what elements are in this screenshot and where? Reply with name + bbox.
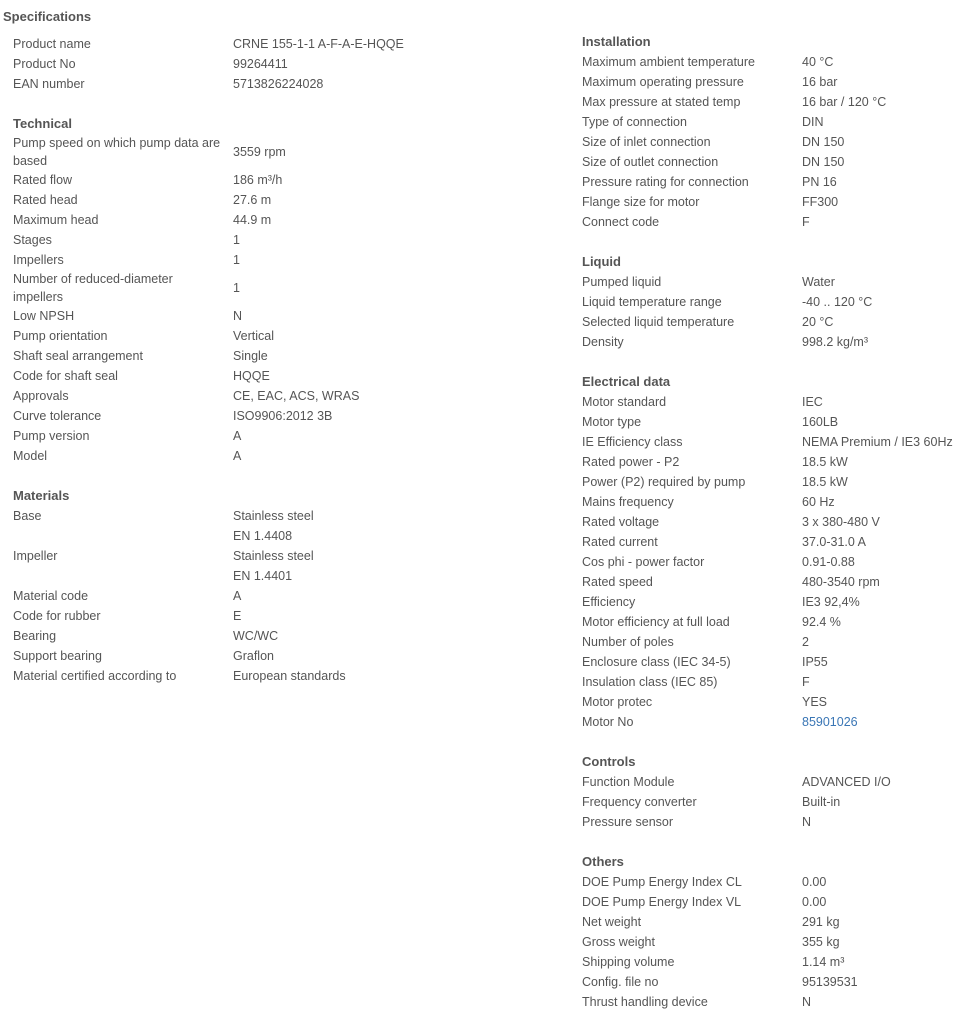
spec-label: Product No	[13, 57, 76, 71]
spec-label: Shipping volume	[582, 955, 675, 969]
spec-value: 37.0-31.0 A	[802, 535, 866, 549]
spec-value: CE, EAC, ACS, WRAS	[233, 389, 360, 403]
spec-row	[13, 426, 558, 446]
spec-row	[13, 34, 558, 54]
spec-label: Code for shaft seal	[13, 369, 118, 383]
spec-value	[233, 506, 558, 546]
spec-row	[582, 792, 966, 812]
spec-label: Motor standard	[582, 395, 667, 409]
spec-label: Motor type	[582, 415, 642, 429]
spec-value: A	[233, 589, 242, 603]
spec-value: Built-in	[802, 795, 841, 809]
spec-value: 44.9 m	[233, 213, 272, 227]
spec-value: 1.14 m³	[802, 955, 845, 969]
spec-label: Impellers	[13, 253, 64, 267]
spec-value	[802, 712, 966, 732]
spec-label: Power (P2) required by pump	[582, 475, 746, 489]
spec-value: DN 150	[802, 135, 845, 149]
spec-row	[582, 592, 966, 612]
spec-row	[13, 406, 558, 426]
spec-value-line: Stainless steel	[233, 549, 314, 563]
spec-label: Size of outlet connection	[582, 155, 719, 169]
spec-value: 3559 rpm	[233, 145, 286, 159]
spec-label-line: impellers	[13, 290, 64, 304]
spec-label: Maximum operating pressure	[582, 75, 744, 89]
spec-row	[582, 492, 966, 512]
spec-value: DN 150	[802, 155, 845, 169]
spec-row	[582, 312, 966, 332]
spec-row	[582, 292, 966, 312]
spec-label: Type of connection	[582, 115, 687, 129]
spec-label: Function Module	[582, 775, 675, 789]
spec-row	[582, 772, 966, 792]
spec-value: 1	[233, 253, 240, 267]
spec-value: 355 kg	[802, 935, 840, 949]
spec-row	[13, 346, 558, 366]
spec-value: Single	[233, 349, 268, 363]
spec-row	[13, 326, 558, 346]
page-title: Specifications	[3, 9, 92, 24]
spec-row	[582, 452, 966, 472]
spec-value: 95139531	[802, 975, 858, 989]
spec-label-line: based	[13, 154, 48, 168]
spec-row	[582, 972, 966, 992]
spec-value: YES	[802, 695, 828, 709]
spec-label: Rated power - P2	[582, 455, 680, 469]
spec-value: IEC	[802, 395, 823, 409]
spec-row	[13, 506, 558, 546]
section-title: Controls	[582, 754, 636, 769]
spec-row	[582, 332, 966, 352]
spec-row	[13, 74, 558, 94]
section-title: Installation	[582, 34, 651, 49]
spec-row	[13, 250, 558, 270]
spec-label: Motor efficiency at full load	[582, 615, 730, 629]
spec-row	[13, 586, 558, 606]
spec-value: ISO9906:2012 3B	[233, 409, 333, 423]
spec-label: Model	[13, 449, 48, 463]
spec-value: 0.91-0.88	[802, 555, 855, 569]
spec-value: 3 x 380-480 V	[802, 515, 880, 529]
spec-label: Pressure rating for connection	[582, 175, 749, 189]
spec-value: European standards	[233, 669, 346, 683]
spec-label: Insulation class (IEC 85)	[582, 675, 718, 689]
section-technical	[13, 114, 558, 466]
spec-row	[582, 392, 966, 412]
spec-label: Motor protec	[582, 695, 653, 709]
spec-value: 160LB	[802, 415, 839, 429]
spec-label: Maximum head	[13, 213, 99, 227]
spec-label: Support bearing	[13, 649, 102, 663]
spec-row	[582, 92, 966, 112]
spec-label: Pumped liquid	[582, 275, 662, 289]
spec-row	[13, 606, 558, 626]
spec-row	[13, 210, 558, 230]
spec-row	[582, 652, 966, 672]
spec-value: HQQE	[233, 369, 270, 383]
spec-label: Curve tolerance	[13, 409, 102, 423]
spec-label: Thrust handling device	[582, 995, 708, 1009]
spec-row	[582, 212, 966, 232]
spec-label: DOE Pump Energy Index CL	[582, 875, 742, 889]
spec-label: Rated head	[13, 193, 78, 207]
spec-row	[582, 952, 966, 972]
spec-value: 0.00	[802, 875, 827, 889]
spec-label: Liquid temperature range	[582, 295, 722, 309]
spec-label: Mains frequency	[582, 495, 674, 509]
spec-value: CRNE 155-1-1 A-F-A-E-HQQE	[233, 37, 404, 51]
spec-row	[13, 666, 558, 686]
spec-label: Rated speed	[582, 575, 653, 589]
spec-row	[582, 172, 966, 192]
spec-value: N	[802, 815, 812, 829]
spec-label: Impeller	[13, 549, 58, 563]
spec-row	[13, 134, 558, 170]
spec-value: Graflon	[233, 649, 274, 663]
spec-label: Shaft seal arrangement	[13, 349, 143, 363]
spec-value: 16 bar	[802, 75, 838, 89]
spec-row	[582, 132, 966, 152]
section-title: Others	[582, 854, 624, 869]
spec-row	[13, 646, 558, 666]
spec-value: E	[233, 609, 242, 623]
spec-row	[13, 446, 558, 466]
section-materials	[13, 486, 558, 686]
section-liquid	[582, 252, 966, 352]
motor-number-link[interactable]: 85901026	[802, 715, 858, 729]
spec-value: DIN	[802, 115, 824, 129]
spec-value-line: EN 1.4401	[233, 569, 293, 583]
spec-row	[582, 932, 966, 952]
right-column	[582, 32, 966, 1032]
spec-value: IE3 92,4%	[802, 595, 860, 609]
spec-row	[582, 112, 966, 132]
spec-value: 40 °C	[802, 55, 834, 69]
spec-label: Base	[13, 509, 42, 523]
spec-label: Pressure sensor	[582, 815, 674, 829]
spec-row	[13, 170, 558, 190]
spec-label: Pump version	[13, 429, 90, 443]
section-installation	[582, 32, 966, 232]
section-title: Liquid	[582, 254, 621, 269]
spec-value: 0.00	[802, 895, 827, 909]
spec-label: Code for rubber	[13, 609, 101, 623]
spec-value: 186 m³/h	[233, 173, 283, 187]
spec-row	[13, 190, 558, 210]
spec-value: FF300	[802, 195, 839, 209]
spec-row	[582, 472, 966, 492]
spec-label: Low NPSH	[13, 309, 75, 323]
spec-value: -40 .. 120 °C	[802, 295, 873, 309]
spec-row	[582, 692, 966, 712]
spec-row	[582, 992, 966, 1012]
spec-value: Vertical	[233, 329, 274, 343]
spec-value: 480-3540 rpm	[802, 575, 880, 589]
section-title: Electrical data	[582, 374, 671, 389]
spec-label: Efficiency	[582, 595, 636, 609]
spec-label: Selected liquid temperature	[582, 315, 735, 329]
spec-value: 27.6 m	[233, 193, 272, 207]
spec-value	[233, 546, 558, 586]
spec-row	[582, 412, 966, 432]
spec-value: 92.4 %	[802, 615, 841, 629]
spec-value: 16 bar / 120 °C	[802, 95, 887, 109]
spec-value: 291 kg	[802, 915, 840, 929]
spec-label: Bearing	[13, 629, 57, 643]
spec-value: Water	[802, 275, 835, 289]
spec-value: 2	[802, 635, 809, 649]
spec-row	[582, 532, 966, 552]
spec-label-line: Pump speed on which pump data are	[13, 136, 221, 150]
spec-value-line: Stainless steel	[233, 509, 314, 523]
spec-value: F	[802, 215, 810, 229]
spec-value: A	[233, 429, 242, 443]
spec-row	[582, 612, 966, 632]
spec-row	[582, 52, 966, 72]
spec-row	[13, 386, 558, 406]
spec-label	[13, 270, 233, 306]
spec-row	[13, 366, 558, 386]
spec-row	[13, 230, 558, 250]
spec-value: WC/WC	[233, 629, 279, 643]
spec-value: A	[233, 449, 242, 463]
spec-label: IE Efficiency class	[582, 435, 683, 449]
spec-row	[582, 72, 966, 92]
section-title: Technical	[13, 116, 73, 131]
spec-row	[582, 512, 966, 532]
spec-value: N	[233, 309, 243, 323]
spec-label: Maximum ambient temperature	[582, 55, 755, 69]
spec-label-line: Number of reduced-diameter	[13, 272, 173, 286]
spec-label: Rated current	[582, 535, 658, 549]
spec-label: Motor No	[582, 715, 634, 729]
section-title: Materials	[13, 488, 70, 503]
spec-label: Frequency converter	[582, 795, 697, 809]
spec-row	[13, 546, 558, 586]
spec-row	[13, 306, 558, 326]
spec-value: 1	[233, 233, 240, 247]
spec-row	[582, 892, 966, 912]
spec-value: N	[802, 995, 812, 1009]
spec-row	[582, 632, 966, 652]
spec-row	[582, 672, 966, 692]
spec-row	[582, 432, 966, 452]
section-controls	[582, 752, 966, 832]
spec-label: Connect code	[582, 215, 660, 229]
spec-row	[582, 192, 966, 212]
spec-row	[582, 552, 966, 572]
spec-label: Enclosure class (IEC 34-5)	[582, 655, 731, 669]
spec-label: Net weight	[582, 915, 642, 929]
spec-value: 998.2 kg/m³	[802, 335, 869, 349]
spec-value: 18.5 kW	[802, 455, 848, 469]
spec-label: Material certified according to	[13, 669, 177, 683]
spec-label: EAN number	[13, 77, 85, 91]
spec-value: PN 16	[802, 175, 837, 189]
spec-label: Pump orientation	[13, 329, 108, 343]
spec-row	[13, 270, 558, 306]
spec-label: Density	[582, 335, 624, 349]
spec-row	[13, 54, 558, 74]
spec-value: NEMA Premium / IE3 60Hz	[802, 435, 953, 449]
spec-value: 99264411	[233, 57, 288, 71]
spec-value: 18.5 kW	[802, 475, 848, 489]
spec-row	[582, 152, 966, 172]
spec-label: Rated voltage	[582, 515, 660, 529]
spec-label: Cos phi - power factor	[582, 555, 705, 569]
spec-value: 20 °C	[802, 315, 834, 329]
spec-label	[13, 134, 233, 170]
spec-label: Number of poles	[582, 635, 674, 649]
spec-label: Gross weight	[582, 935, 655, 949]
section-general	[13, 34, 558, 94]
left-column	[13, 34, 558, 706]
spec-value: 5713826224028	[233, 77, 324, 91]
section-electrical	[582, 372, 966, 732]
spec-row	[582, 912, 966, 932]
spec-value: ADVANCED I/O	[802, 775, 891, 789]
spec-label: Size of inlet connection	[582, 135, 711, 149]
spec-value: IP55	[802, 655, 828, 669]
spec-row	[582, 812, 966, 832]
spec-label: Rated flow	[13, 173, 73, 187]
section-others	[582, 852, 966, 1012]
spec-row	[582, 272, 966, 292]
spec-label: Product name	[13, 37, 91, 51]
spec-row	[582, 572, 966, 592]
spec-label: DOE Pump Energy Index VL	[582, 895, 742, 909]
spec-row	[582, 712, 966, 732]
spec-row	[582, 872, 966, 892]
spec-row	[13, 626, 558, 646]
spec-value: F	[802, 675, 810, 689]
spec-label: Config. file no	[582, 975, 659, 989]
spec-label: Max pressure at stated temp	[582, 95, 741, 109]
spec-value-line: EN 1.4408	[233, 529, 293, 543]
spec-label: Stages	[13, 233, 52, 247]
spec-value: 60 Hz	[802, 495, 835, 509]
spec-label: Material code	[13, 589, 89, 603]
spec-value: 1	[233, 281, 240, 295]
spec-label: Approvals	[13, 389, 69, 403]
spec-label: Flange size for motor	[582, 195, 700, 209]
